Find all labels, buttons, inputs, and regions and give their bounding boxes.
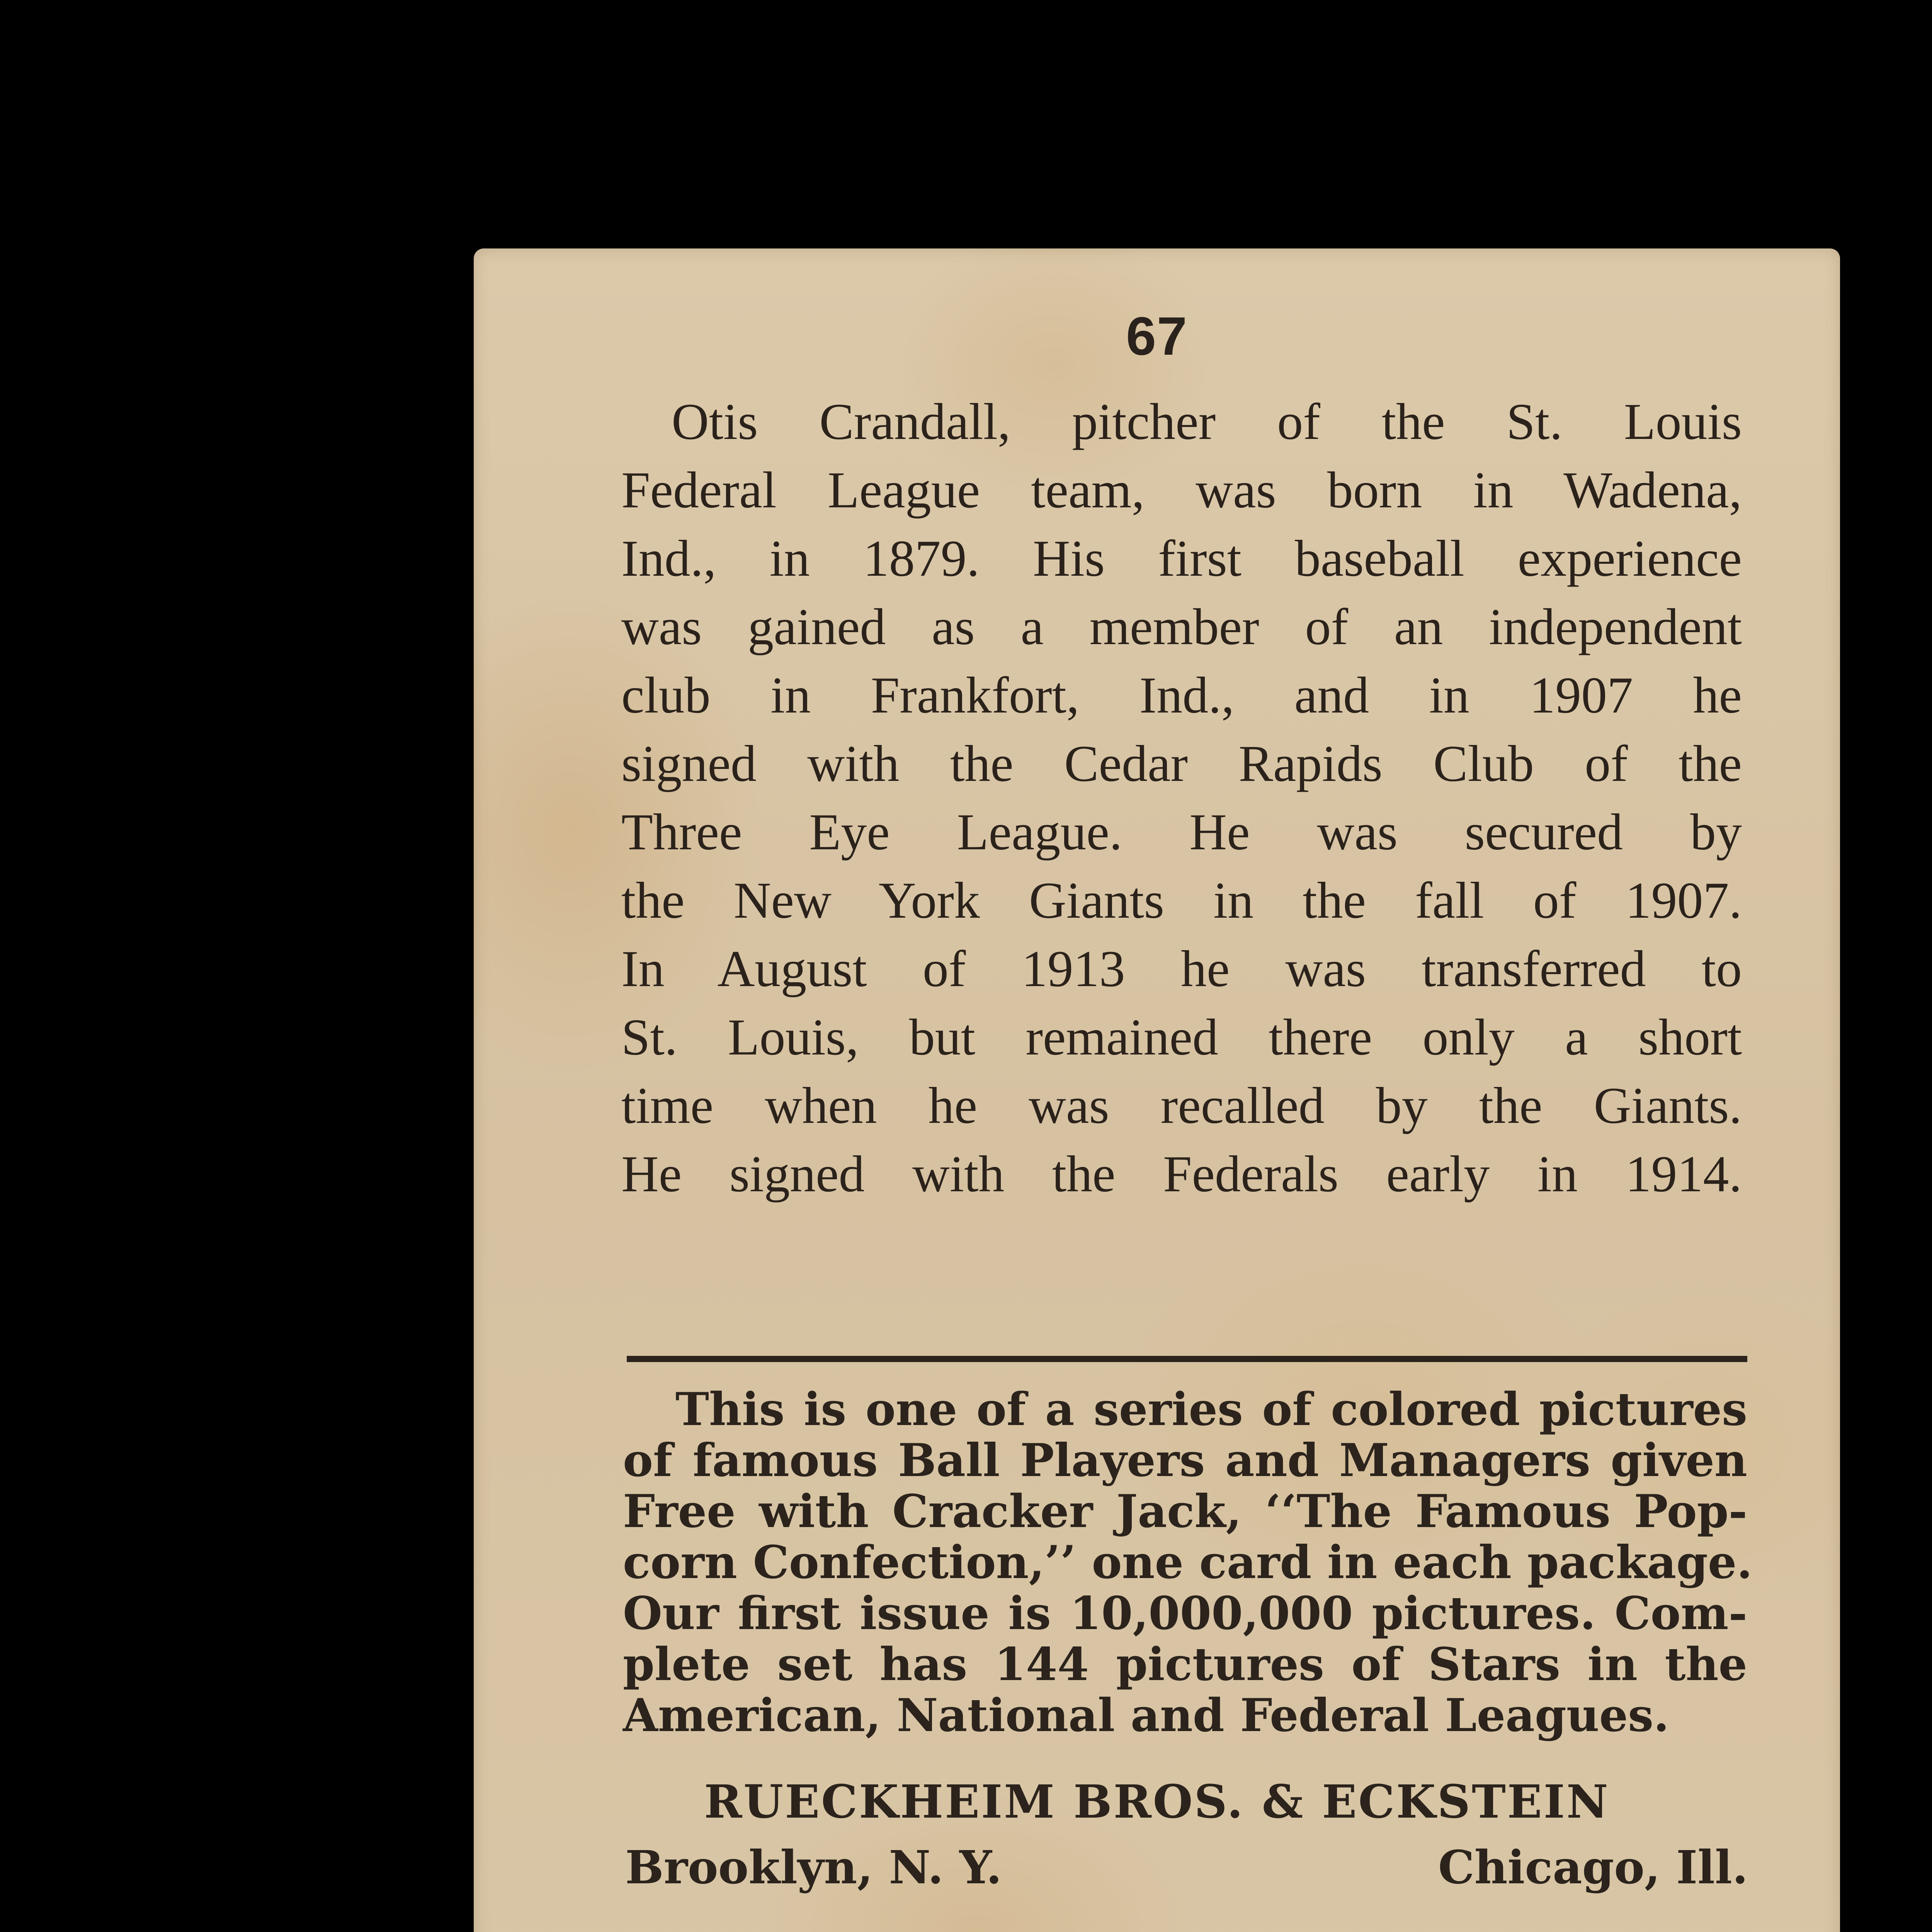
- promo-line: of famous Ball Players and Managers given: [623, 1434, 1747, 1487]
- bio-line: the New York Giants in the fall of 1907.: [621, 872, 1742, 929]
- player-biography: [621, 388, 1742, 1208]
- bio-line: signed with the Cedar Rapids Club of the: [621, 735, 1742, 792]
- promo-line: This is one of a series of colored pictures: [675, 1383, 1747, 1436]
- promo-line: Our first issue is 10,000,000 pictures. Com-: [623, 1587, 1747, 1640]
- promo-line: plete set has 144 pictures of Stars in the: [623, 1638, 1747, 1691]
- bio-line: Otis Crandall, pitcher of the St. Louis: [672, 393, 1742, 450]
- divider-rule: [627, 1356, 1747, 1362]
- promo-line: Free with Cracker Jack, ‘‘The Famous Pop-: [623, 1485, 1747, 1538]
- promo-line: corn Confection,’’ one card in each package.: [623, 1536, 1753, 1589]
- bio-line: In August of 1913 he was transferred to: [621, 940, 1742, 997]
- bio-line: time when he was recalled by the Giants.: [621, 1077, 1742, 1134]
- city-brooklyn: Brooklyn, N. Y.: [625, 1840, 1002, 1894]
- promo-paragraph: [623, 1383, 1753, 1742]
- baseball-card-back: [474, 248, 1840, 1932]
- bio-line: Three Eye League. He was secured by: [621, 803, 1742, 861]
- city-chicago: Chicago, Ill.: [1438, 1840, 1748, 1894]
- bio-line: club in Frankfort, Ind., and in 1907 he: [621, 667, 1742, 724]
- bio-line: was gained as a member of an independent: [621, 598, 1742, 655]
- bio-line: St. Louis, but remained there only a short: [621, 1009, 1742, 1066]
- promo-line: American, National and Federal Leagues.: [623, 1689, 1669, 1742]
- bio-line: He signed with the Federals early in 1914.: [621, 1145, 1742, 1202]
- company-name: RUECKHEIM BROS. & ECKSTEIN: [704, 1775, 1610, 1828]
- card-number: 67: [1126, 306, 1188, 366]
- bio-line: Federal League team, was born in Wadena,: [621, 461, 1742, 519]
- bio-line: Ind., in 1879. His first baseball experience: [621, 530, 1742, 587]
